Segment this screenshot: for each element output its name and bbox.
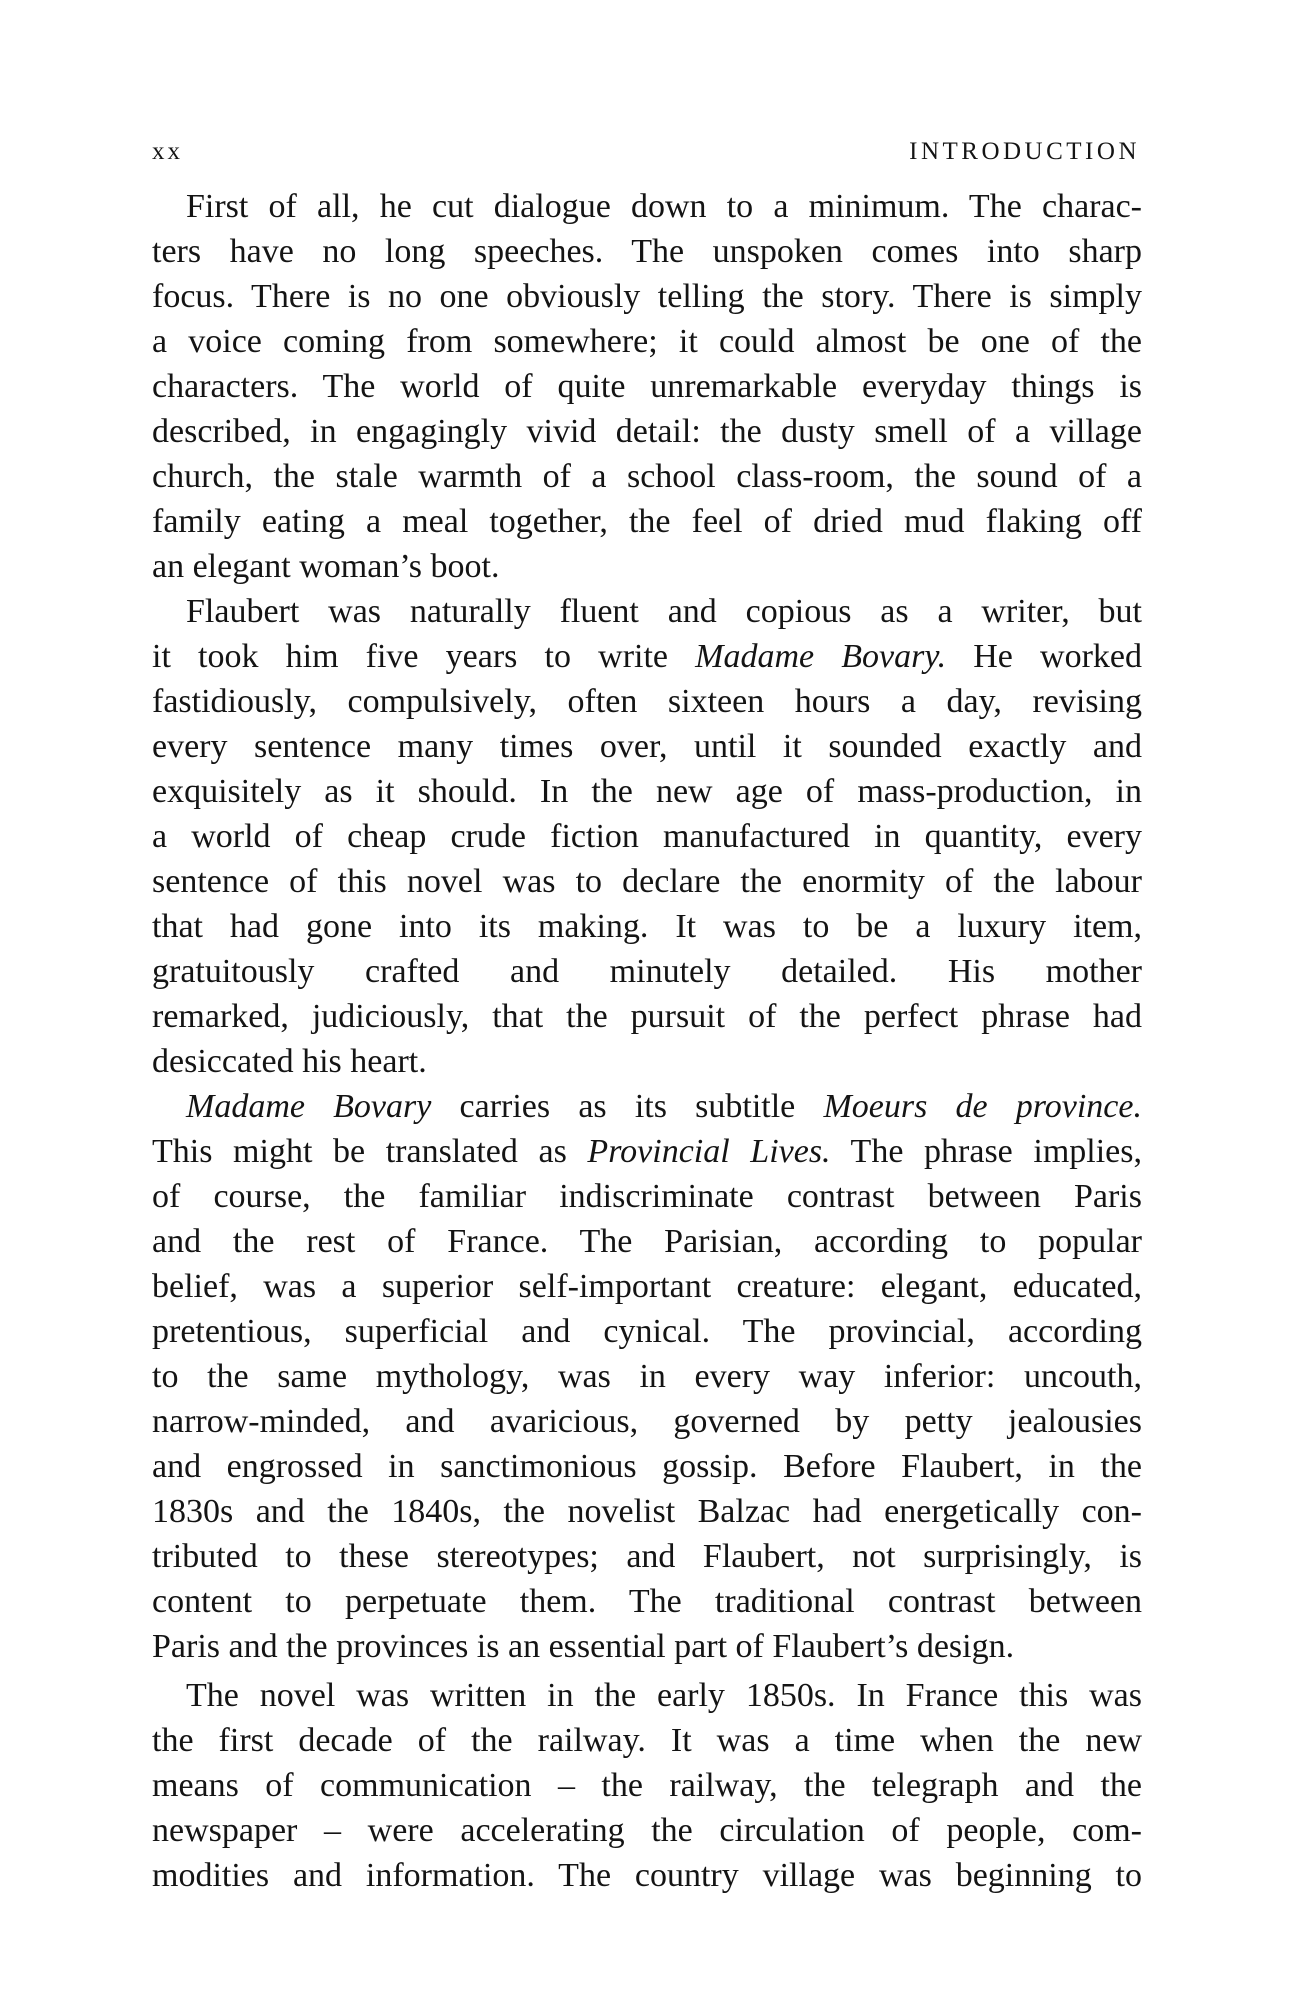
text-run: exquisitely as it should. In the new age of mass-production, in [152,773,1142,810]
text-line [152,589,1142,634]
text-run: the first decade of the railway. It was a time when the new [152,1722,1142,1759]
text-run: The novel was written in the early 1850s. In France this was [186,1677,1142,1714]
text-line [152,1579,1142,1624]
paragraph [152,1084,1142,1669]
text-run: First of all, he cut dialogue down to a minimum. The charac- [186,188,1142,225]
text-run: every sentence many times over, until it sounded exactly and [152,728,1142,765]
italic-title: Madame Bovary [186,1088,432,1125]
text-run: church, the stale warmth of a school class-room, the sound of a [152,458,1142,495]
text-run: it took him five years to write [152,638,696,675]
text-run: pretentious, superficial and cynical. The provincial, according [152,1313,1142,1350]
text-run: that had gone into its making. It was to be a luxury item, [152,908,1142,945]
text-line [152,1444,1142,1489]
text-run: content to perpetuate them. The traditional contrast between [152,1583,1142,1620]
text-run: ters have no long speeches. The unspoken comes into sharp [152,233,1142,270]
text-line [152,1489,1142,1534]
text-line [152,1084,1142,1129]
text-line [152,544,1142,589]
text-line [152,1129,1142,1174]
text-line [152,409,1142,454]
running-head [152,138,1140,174]
text-line [152,1624,1142,1669]
text-run: narrow-minded, and avaricious, governed by petty jealousies [152,1403,1142,1440]
text-line [152,1309,1142,1354]
text-line [152,1853,1142,1898]
text-run: tributed to these stereotypes; and Flaubert, not surprisingly, is [152,1538,1142,1575]
text-line [152,499,1142,544]
text-line [152,1534,1142,1579]
body-text [152,184,1142,1898]
text-line [152,1808,1142,1853]
text-run: characters. The world of quite unremarkable everyday things is [152,368,1142,405]
text-run: fastidiously, compulsively, often sixteen hours a day, revising [152,683,1142,720]
text-line [152,229,1142,274]
text-line [152,454,1142,499]
text-run: He worked [946,638,1142,675]
paragraph [152,1673,1142,1898]
text-line [152,1219,1142,1264]
text-run: and the rest of France. The Parisian, according to popular [152,1223,1142,1260]
text-run: focus. There is no one obviously telling the story. There is simply [152,278,1142,315]
text-run: desiccated his heart. [152,1043,427,1080]
text-run: Flaubert was naturally fluent and copious as a writer, but [186,593,1142,630]
text-run: belief, was a superior self-important creature: elegant, educated, [152,1268,1142,1305]
text-line [152,949,1142,994]
text-run: and engrossed in sanctimonious gossip. Before Flaubert, in the [152,1448,1142,1485]
text-run: The phrase implies, [830,1133,1142,1170]
text-run: carries as its subtitle [431,1088,824,1125]
paragraph [152,184,1142,589]
text-line [152,1763,1142,1808]
text-run: family eating a meal together, the feel of dried mud flaking off [152,503,1142,540]
text-run: a voice coming from somewhere; it could almost be one of the [152,323,1142,360]
italic-title: Moeurs de province. [823,1088,1142,1125]
paragraph [152,589,1142,1084]
text-line [152,904,1142,949]
text-line [152,1264,1142,1309]
text-line [152,769,1142,814]
text-run: remarked, judiciously, that the pursuit of the perfect phrase had [152,998,1142,1035]
text-line [152,319,1142,364]
text-run: Paris and the provinces is an essential part of Flaubert’s design. [152,1628,1015,1665]
text-line [152,724,1142,769]
text-run: 1830s and the 1840s, the novelist Balzac had energetically con- [152,1493,1142,1530]
text-run: sentence of this novel was to declare the enormity of the labour [152,863,1142,900]
text-line [152,1673,1142,1718]
text-run: gratuitously crafted and minutely detailed. His mother [152,953,1142,990]
text-line [152,1354,1142,1399]
text-run: to the same mythology, was in every way inferior: uncouth, [152,1358,1142,1395]
text-line [152,1174,1142,1219]
section-title: INTRODUCTION [909,138,1140,165]
text-line [152,634,1142,679]
text-run: of course, the familiar indiscriminate contrast between Paris [152,1178,1142,1215]
text-line [152,679,1142,724]
text-run: an elegant woman’s boot. [152,548,500,585]
italic-title: Provincial Lives. [587,1133,831,1170]
text-line [152,1039,1142,1084]
text-run: means of communication – the railway, the telegraph and the [152,1767,1142,1804]
italic-title: Madame Bovary. [695,638,947,675]
text-line [152,1718,1142,1763]
text-line [152,184,1142,229]
page-number: xx [152,138,183,165]
text-line [152,1399,1142,1444]
text-line [152,859,1142,904]
text-run: a world of cheap crude fiction manufactured in quantity, every [152,818,1142,855]
text-run: modities and information. The country village was beginning to [152,1857,1142,1894]
text-line [152,364,1142,409]
text-line [152,274,1142,319]
text-line [152,994,1142,1039]
text-run: newspaper – were accelerating the circulation of people, com- [152,1812,1142,1849]
text-run: described, in engagingly vivid detail: the dusty smell of a village [152,413,1142,450]
text-line [152,814,1142,859]
text-run: This might be translated as [152,1133,588,1170]
